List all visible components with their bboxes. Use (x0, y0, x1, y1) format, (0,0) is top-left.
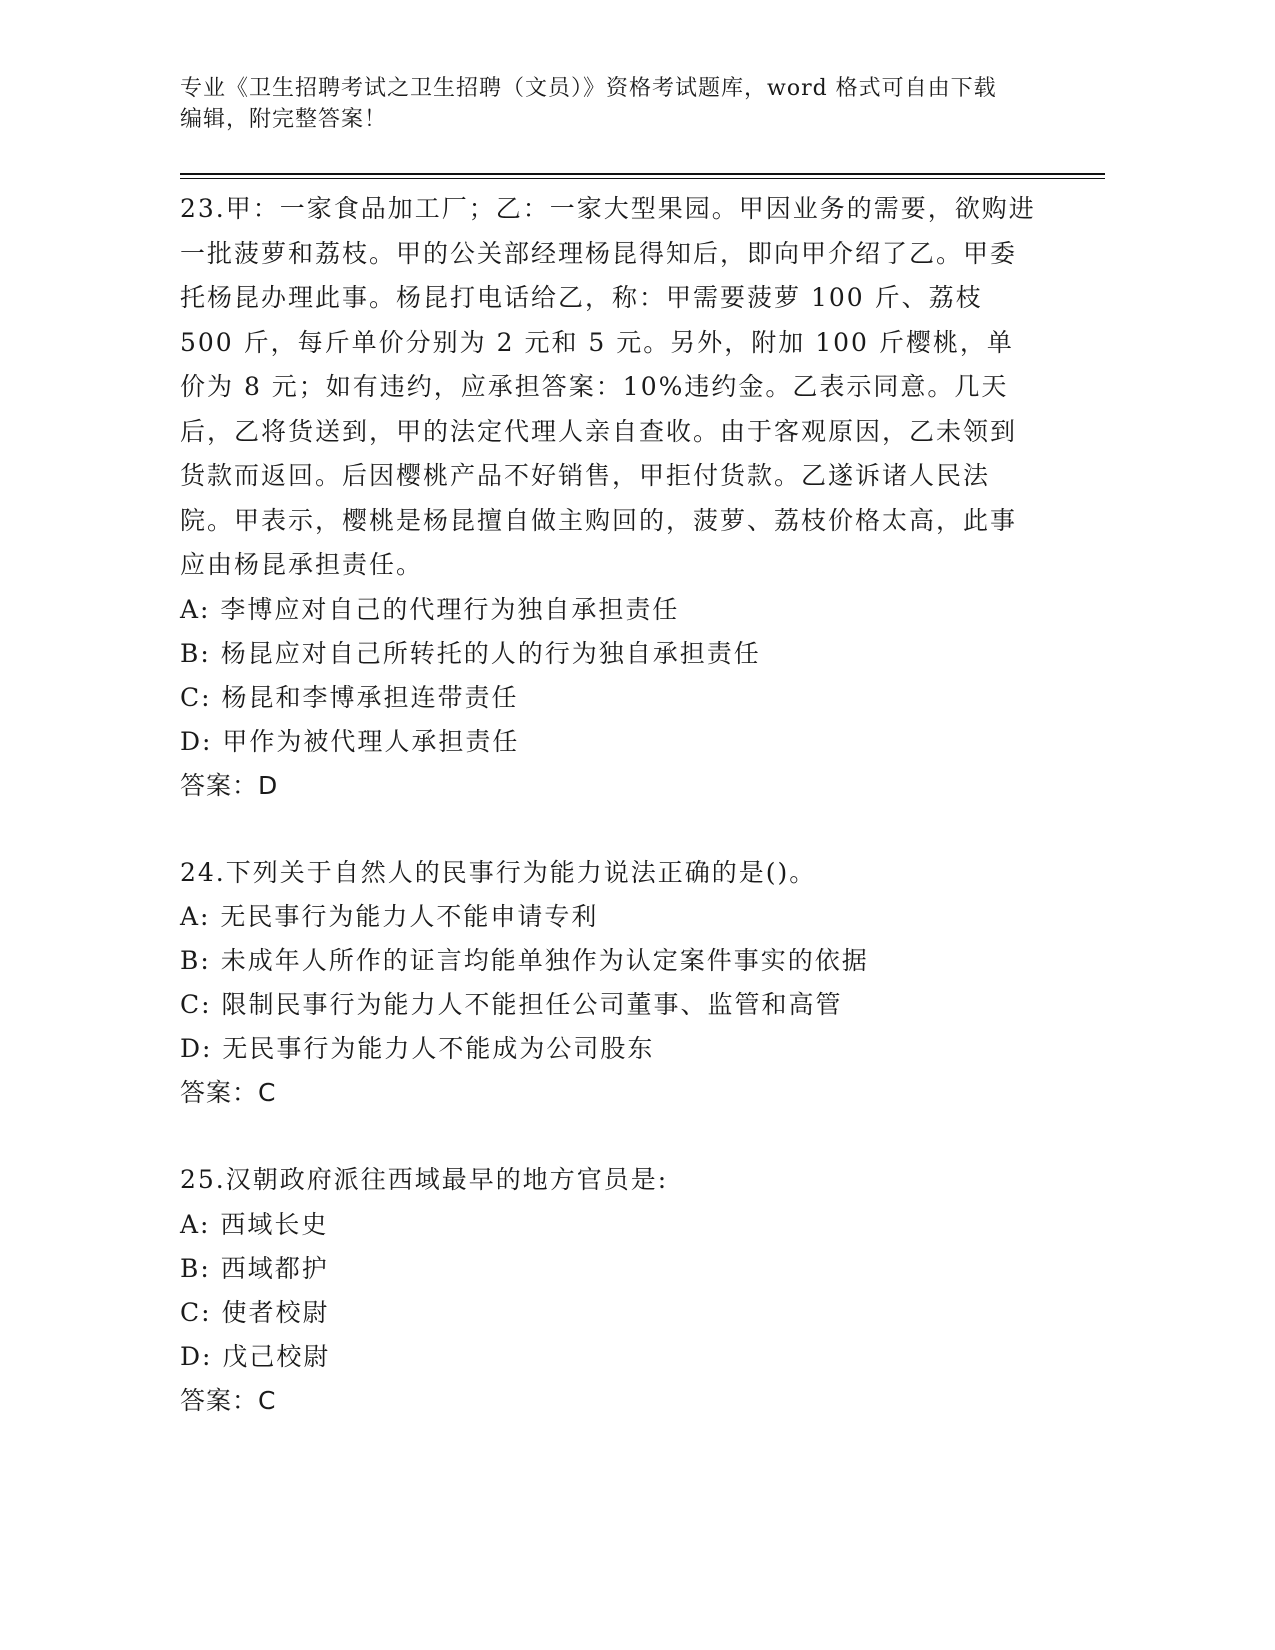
answer-line: 答案：C (180, 1078, 277, 1107)
option-b: B: 未成年人所作的证言均能单独作为认定案件事实的依据 (180, 946, 869, 975)
answer-line: 答案：C (180, 1385, 277, 1415)
option-c: C: 使者校尉 (180, 1297, 330, 1327)
option-a: A: 李博应对自己的代理行为独自承担责任 (180, 594, 680, 624)
option-d: D: 无民事行为能力人不能成为公司股东 (180, 1034, 655, 1063)
question-stem: 23.甲：一家食品加工厂；乙：一家大型果园。甲因业务的需要，欲购进一批菠萝和荔枝。甲的公关部经理杨昆得知后，即向甲介绍了乙。甲委托杨昆办理此事。杨昆打电话给乙，称：甲需要菠萝 100 斤、荔枝 500 斤，每斤单价分别为 2 元和 5 元。另外，附加 100 斤樱桃，单价为 8 元；如有违约，应承担答案：10%违约金。乙表示同意。几天后，乙将货送到，甲的法定代理人亲自查收。由于客观原因，乙未领到货款而返回。后因樱桃产品不好销售，甲拒付货款。乙遂诉诸人民法院。甲表示，樱桃是杨昆擅自做主购回的，菠萝、荔枝价格太高，此事应由杨昆承担责任。 (180, 194, 1036, 579)
question-spacer (180, 808, 1040, 851)
question-23 (180, 187, 1040, 808)
header-line-2: 编辑，附完整答案！ (180, 107, 388, 132)
answer-line: 答案：D (180, 770, 279, 800)
option-a: A: 无民事行为能力人不能申请专利 (180, 902, 599, 931)
option-d: D: 甲作为被代理人承担责任 (180, 726, 520, 756)
question-25 (180, 1158, 1040, 1423)
header-divider-thin (180, 178, 1105, 179)
header-line-1: 专业《卫生招聘考试之卫生招聘（文员）》资格考试题库，word 格式可自由下载 (180, 76, 997, 101)
option-c: C: 杨昆和李博承担连带责任 (180, 682, 519, 712)
question-list (180, 187, 1040, 1423)
option-b: B: 西域都护 (180, 1253, 329, 1283)
question-spacer (180, 1115, 1040, 1158)
option-d: D: 戊己校尉 (180, 1341, 331, 1371)
question-stem: 24.下列关于自然人的民事行为能力说法正确的是()。 (180, 857, 817, 887)
question-stem: 25.汉朝政府派往西域最早的地方官员是: (180, 1165, 669, 1194)
question-24 (180, 851, 1040, 1116)
option-b: B: 杨昆应对自己所转托的人的行为独自承担责任 (180, 638, 761, 668)
header-divider-thick (180, 173, 1105, 175)
option-c: C: 限制民事行为能力人不能担任公司董事、监管和高管 (180, 990, 843, 1019)
option-a: A: 西域长史 (180, 1209, 329, 1239)
document-header (180, 73, 1040, 135)
